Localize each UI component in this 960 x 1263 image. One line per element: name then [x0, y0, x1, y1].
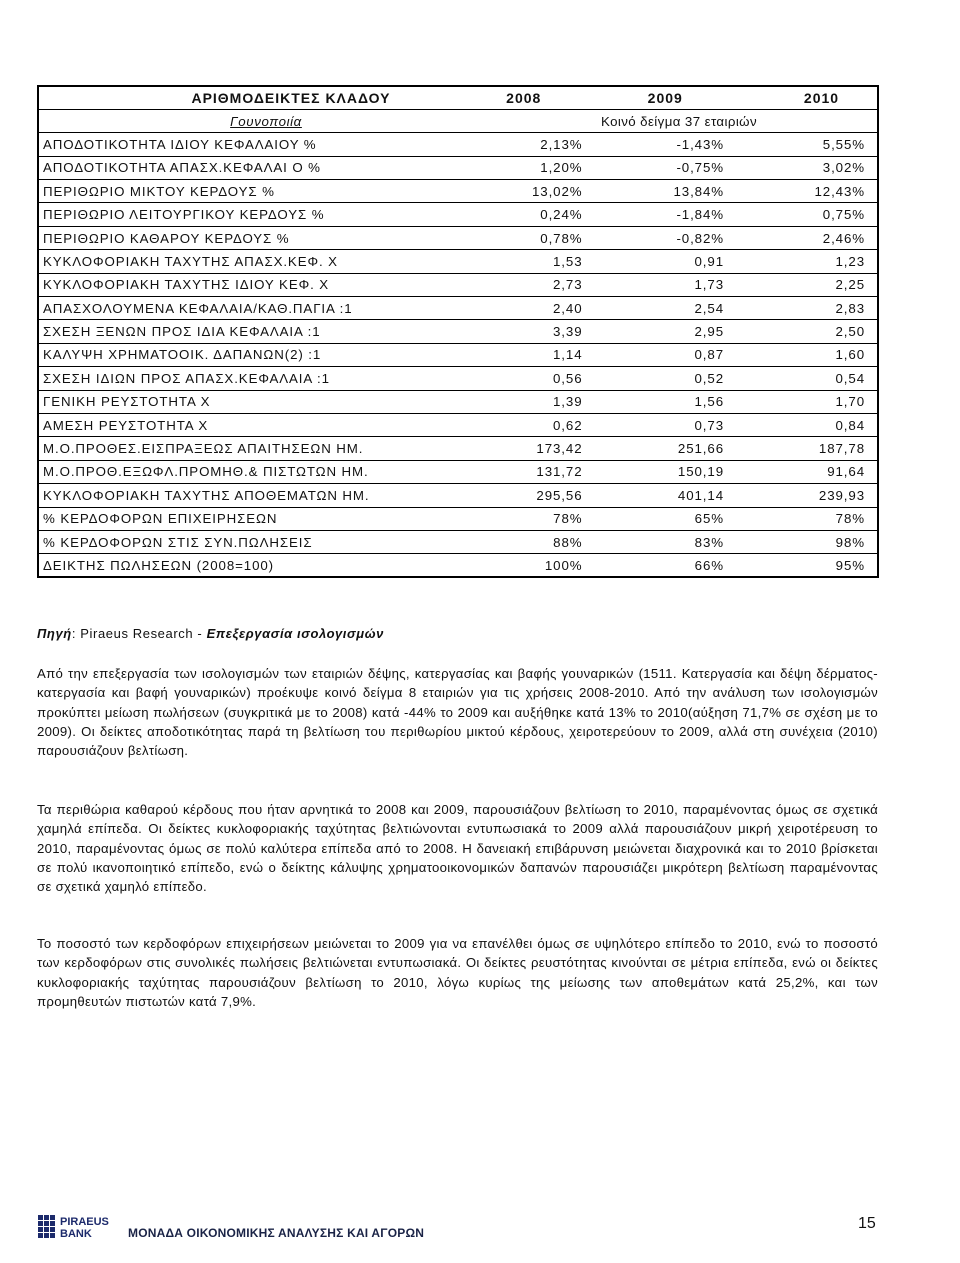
ratio-label: % ΚΕΡΔΟΦΟΡΩΝ ΣΤΙΣ ΣΥΝ.ΠΩΛΗΣΕΙΣ — [38, 530, 453, 553]
ratio-value-2008: 1,20% — [453, 156, 595, 179]
ratio-value-2008: 0,56 — [453, 367, 595, 390]
year-2009-header: 2009 — [647, 89, 683, 106]
ratio-value-2010: 239,93 — [736, 484, 878, 507]
ratio-value-2010: 95% — [736, 554, 878, 577]
ratio-value-2009: -1,43% — [595, 133, 737, 156]
ratio-value-2010: 2,50 — [736, 320, 878, 343]
ratio-value-2009: -0,82% — [595, 226, 737, 249]
ratio-value-2010: 2,83 — [736, 297, 878, 320]
source-description: Επεξεργασία ισολογισμών — [206, 626, 384, 641]
ratio-value-2009: 0,73 — [595, 413, 737, 436]
year-2008-header: 2008 — [506, 89, 542, 106]
ratio-label: Μ.Ο.ΠΡΟΘΕΣ.ΕΙΣΠΡΑΞΕΩΣ ΑΠΑΙΤΗΣΕΩΝ ΗΜ. — [38, 437, 453, 460]
ratio-label: ΚΑΛΥΨΗ ΧΡΗΜΑΤΟΟΙΚ. ΔΑΠΑΝΩΝ(2) :1 — [38, 343, 453, 366]
ratio-label: ΑΠΟΔΟΤΙΚΟΤΗΤΑ ΑΠΑΣΧ.ΚΕΦΑΛΑΙ Ο % — [38, 156, 453, 179]
ratio-value-2008: 2,40 — [453, 297, 595, 320]
ratio-value-2008: 2,13% — [453, 133, 595, 156]
ratio-value-2010: 187,78 — [736, 437, 878, 460]
table-row — [38, 484, 878, 507]
table-row — [38, 203, 878, 226]
table-row — [38, 156, 878, 179]
table-row — [38, 343, 878, 366]
ratio-value-2010: 5,55% — [736, 133, 878, 156]
source-label: Πηγή — [37, 626, 72, 641]
sector-name: Γουνοποιία — [38, 109, 453, 132]
ratio-value-2008: 88% — [453, 530, 595, 553]
logo-line-1: PIRAEUS — [60, 1216, 109, 1228]
ratio-value-2008: 0,62 — [453, 413, 595, 436]
page-number: 15 — [858, 1215, 876, 1232]
ratio-value-2009: 401,14 — [595, 484, 737, 507]
paragraph-2: Τα περιθώρια καθαρού κέρδους που ήταν αρνητικά το 2008 και 2009, παρουσιάζουν βελτίωση το 2010, παραμένοντας όμως σε σχετικά χαμηλά επίπεδα. Οι δείκτες κυκλοφοριακής ταχύτητας βελτιώνονται εντυπωσιακά το 2009 αλλά παρουσιάζουν μικρή χειροτέρευση το 2010, παραμένοντας όμως σε πολύ καλύτερα επίπεδα από το 2008. Η δανειακή επιβάρυνση μειώνεται διαχρονικά και το 2010 βρίσκεται σε πολύ ικανοποιητικό επίπεδο, ενώ ο δείκτης κάλυψης χρηματοοικονομικών δαπανών παρουσιάζει μικρότερη βελτίωση παραμένοντας σε σχετικά χαμηλό επίπεδο. — [37, 802, 878, 895]
table-row — [38, 507, 878, 530]
ratio-value-2010: 2,46% — [736, 226, 878, 249]
ratio-value-2010: 2,25 — [736, 273, 878, 296]
ratio-label: ΔΕΙΚΤΗΣ ΠΩΛΗΣΕΩΝ (2008=100) — [38, 554, 453, 577]
ratio-value-2010: 3,02% — [736, 156, 878, 179]
ratio-label: ΚΥΚΛΟΦΟΡΙΑΚΗ ΤΑΧΥΤΗΣ ΙΔΙΟΥ ΚΕΦ. Χ — [38, 273, 453, 296]
ratio-value-2010: 0,84 — [736, 413, 878, 436]
ratio-value-2009: 83% — [595, 530, 737, 553]
ratio-value-2010: 1,23 — [736, 250, 878, 273]
table-row — [38, 297, 878, 320]
table-row — [38, 460, 878, 483]
ratio-value-2008: 295,56 — [453, 484, 595, 507]
table-title: ΑΡΙΘΜΟΔΕΙΚΤΕΣ ΚΛΑΔΟΥ — [191, 89, 391, 106]
ratio-value-2008: 131,72 — [453, 460, 595, 483]
table-row — [38, 320, 878, 343]
ratio-value-2008: 0,78% — [453, 226, 595, 249]
ratio-value-2009: 65% — [595, 507, 737, 530]
ratio-label: ΣΧΕΣΗ ΙΔΙΩΝ ΠΡΟΣ ΑΠΑΣΧ.ΚΕΦΑΛΑΙΑ :1 — [38, 367, 453, 390]
ratio-value-2010: 78% — [736, 507, 878, 530]
ratio-label: ΚΥΚΛΟΦΟΡΙΑΚΗ ΤΑΧΥΤΗΣ ΑΠΟΘΕΜΑΤΩΝ ΗΜ. — [38, 484, 453, 507]
ratio-value-2009: 2,95 — [595, 320, 737, 343]
ratio-value-2010: 1,60 — [736, 343, 878, 366]
ratio-value-2008: 2,73 — [453, 273, 595, 296]
ratio-label: ΓΕΝΙΚΗ ΡΕΥΣΤΟΤΗΤΑ Χ — [38, 390, 453, 413]
ratio-value-2008: 13,02% — [453, 180, 595, 203]
ratio-value-2010: 0,54 — [736, 367, 878, 390]
ratio-label: ΠΕΡΙΘΩΡΙΟ ΛΕΙΤΟΥΡΓΙΚΟΥ ΚΕΡΔΟΥΣ % — [38, 203, 453, 226]
ratio-value-2009: 2,54 — [595, 297, 737, 320]
ratio-value-2008: 100% — [453, 554, 595, 577]
ratio-label: ΣΧΕΣΗ ΞΕΝΩΝ ΠΡΟΣ ΙΔΙΑ ΚΕΦΑΛΑΙΑ :1 — [38, 320, 453, 343]
ratio-value-2009: 1,56 — [595, 390, 737, 413]
ratio-value-2010: 1,70 — [736, 390, 878, 413]
source-text: : Piraeus Research - — [71, 626, 207, 641]
table-row — [38, 554, 878, 577]
table-row — [38, 437, 878, 460]
ratio-value-2009: 150,19 — [595, 460, 737, 483]
ratio-label: ΑΠΑΣΧΟΛΟΥΜΕΝΑ ΚΕΦΑΛΑΙΑ/ΚΑΘ.ΠΑΓΙΑ :1 — [38, 297, 453, 320]
ratio-value-2008: 173,42 — [453, 437, 595, 460]
ratio-label: % ΚΕΡΔΟΦΟΡΩΝ ΕΠΙΧΕΙΡΗΣΕΩΝ — [38, 507, 453, 530]
table-row — [38, 133, 878, 156]
piraeus-bank-logo — [38, 1213, 118, 1241]
ratio-value-2009: 0,87 — [595, 343, 737, 366]
table-row — [38, 390, 878, 413]
paragraph-1: Από την επεξεργασία των ισολογισμών των εταιριών δέψης, κατεργασίας και βαφής γουναρικών (1511. Κατεργασία και δέψη δέρματος-κατεργασία και βαφή γουναρικών) προέκυψε κοινό δείγμα 8 εταιριών για τις χρήσεις 2008-2010. Από την ανάλυση των ισολογισμών προκύπτει μείωση πωλήσεων (συγκριτικά με το 2008) κατά -44% το 2009 και αυξήθηκε κατά 13% το 2010(αύξηση 71,7% σε σχέση με το 2009). Οι δείκτες αποδοτικότητας παρά τη βελτίωση του περιθωρίου μικτού κέρδους, χειροτερεύουν το 2009, αλλά στη συνέχεια (2010) παρουσιάζουν βελτίωση. — [37, 666, 878, 759]
ratio-value-2010: 12,43% — [736, 180, 878, 203]
sample-description: Κοινό δείγμα 37 εταιριών — [453, 109, 878, 132]
ratio-label: Μ.Ο.ΠΡΟΘ.ΕΞΩΦΛ.ΠΡΟΜΗΘ.& ΠΙΣΤΩΤΩΝ ΗΜ. — [38, 460, 453, 483]
ratio-label: ΑΜΕΣΗ ΡΕΥΣΤΟΤΗΤΑ Χ — [38, 413, 453, 436]
ratio-value-2008: 78% — [453, 507, 595, 530]
ratio-label: ΠΕΡΙΘΩΡΙΟ ΜΙΚΤΟΥ ΚΕΡΔΟΥΣ % — [38, 180, 453, 203]
ratio-value-2009: 0,91 — [595, 250, 737, 273]
paragraph-3: Το ποσοστό των κερδοφόρων επιχειρήσεων μειώνεται το 2009 για να επανέλθει όμως σε υψηλότερο επίπεδο το 2010, ενώ το ποσοστό των κερδοφόρων στις συνολικές πωλήσεις βελτιώνεται εντυπωσιακά. Οι δείκτες ρευστότητας κινούνται σε μέτρια επίπεδα, ενώ οι δείκτες κυκλοφοριακής ταχύτητας παρουσιάζουν βελτίωση το 2010, λόγω κυρίως της μείωσης των αποθεμάτων κατά 25,2%, και των προμηθευτών πιστωτών κατά 7,9%. — [37, 936, 878, 1009]
sector-row — [38, 109, 878, 132]
ratio-label: ΑΠΟΔΟΤΙΚΟΤΗΤΑ ΙΔΙΟΥ ΚΕΦΑΛΑΙΟΥ % — [38, 133, 453, 156]
year-2010-header: 2010 — [803, 89, 840, 106]
source-note — [37, 626, 384, 641]
ratio-value-2009: 251,66 — [595, 437, 737, 460]
ratio-value-2009: -0,75% — [595, 156, 737, 179]
ratio-label: ΠΕΡΙΘΩΡΙΟ ΚΑΘΑΡΟΥ ΚΕΡΔΟΥΣ % — [38, 226, 453, 249]
ratio-value-2008: 1,53 — [453, 250, 595, 273]
ratio-value-2009: -1,84% — [595, 203, 737, 226]
table-header-row — [38, 86, 878, 109]
ratio-value-2009: 66% — [595, 554, 737, 577]
ratio-value-2009: 1,73 — [595, 273, 737, 296]
ratio-value-2009: 13,84% — [595, 180, 737, 203]
ratio-value-2008: 1,14 — [453, 343, 595, 366]
ratio-value-2008: 1,39 — [453, 390, 595, 413]
table-row — [38, 530, 878, 553]
ratio-value-2010: 0,75% — [736, 203, 878, 226]
table-row — [38, 413, 878, 436]
logo-line-2: BANK — [60, 1228, 92, 1240]
footer-unit-name: ΜΟΝΑΔΑ ΟΙΚΟΝΟΜΙΚΗΣ ΑΝΑΛΥΣΗΣ ΚΑΙ ΑΓΟΡΩΝ — [128, 1226, 425, 1240]
ratio-value-2010: 91,64 — [736, 460, 878, 483]
industry-ratios-table — [37, 85, 879, 578]
ratio-label: ΚΥΚΛΟΦΟΡΙΑΚΗ ΤΑΧΥΤΗΣ ΑΠΑΣΧ.ΚΕΦ. Χ — [38, 250, 453, 273]
table-row — [38, 250, 878, 273]
ratio-value-2008: 0,24% — [453, 203, 595, 226]
ratio-value-2009: 0,52 — [595, 367, 737, 390]
table-row — [38, 180, 878, 203]
ratio-value-2010: 98% — [736, 530, 878, 553]
table-row — [38, 226, 878, 249]
table-row — [38, 367, 878, 390]
table-row — [38, 273, 878, 296]
ratio-value-2008: 3,39 — [453, 320, 595, 343]
